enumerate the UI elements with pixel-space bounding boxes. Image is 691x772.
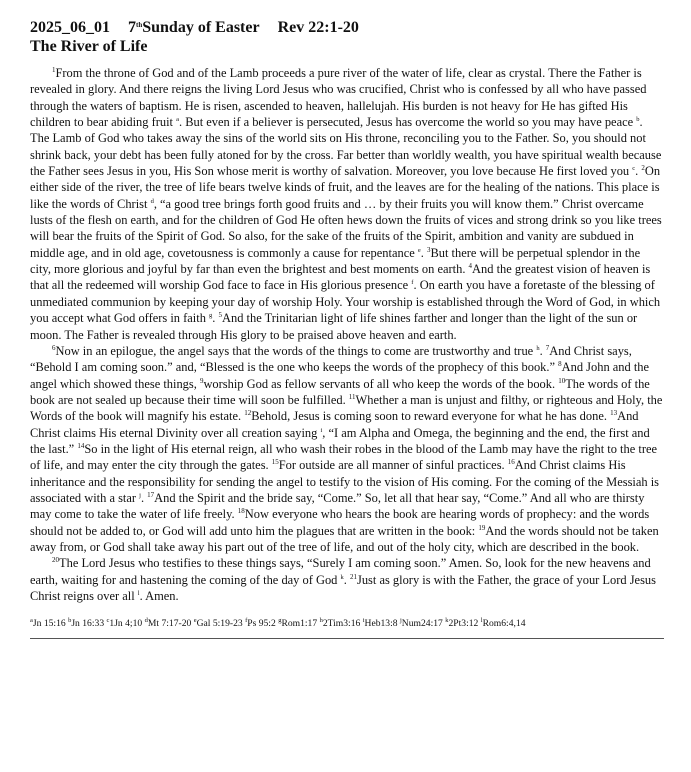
paragraph-text: , “I am Alpha and Omega, the beginning and the end, the first and the last.”	[30, 425, 650, 456]
verse-number: 7	[545, 343, 550, 352]
paragraph-text: .	[420, 245, 427, 260]
verse-number: 19	[478, 523, 486, 532]
footnote-marker: i	[362, 617, 365, 625]
footnote-marker: j	[139, 491, 141, 499]
footnote-reference: Mt 7:17-20	[147, 618, 194, 630]
footnote-marker: l	[137, 590, 140, 597]
paragraph-text: worship God as fellow servants of all who keep the words of the book.	[203, 376, 559, 391]
paragraph-text: .	[212, 311, 219, 326]
verse-number: 10	[558, 376, 566, 385]
sermon-title: The River of Life	[30, 38, 148, 55]
paragraph-text: . On earth you have a foretaste of the blessing of unmediated communion by keeping your day of worship Holy. Your worship is established through the Word of God, in which you accept what God offers in faith	[30, 278, 661, 326]
footnote-marker: c	[632, 165, 636, 173]
footnote-reference: 2Pt3:12	[448, 618, 481, 630]
paragraph-text: Just as glory is with the Father, the grace of your Lord Jesus Christ reigns over all	[30, 572, 656, 603]
footnote-reference: Jn 15:16	[32, 618, 69, 630]
verse-number: 21	[349, 572, 357, 581]
paragraph-text: , “a good tree brings forth good fruits and … by their fruits you will know them.” Christ overcame lusts of the flesh on earth, and for the children of God He often hews down the fruits of vices and strong drink so you like trees will bear the fruits of the Spirit of God. So also, for the sake of the fruits of the Spirit, ambition and vanity are subdued in middle age, and in old age, covetousness is commonly a cause for repentance	[30, 196, 662, 260]
verse-number: 17	[147, 490, 155, 499]
verse-number: 11	[348, 392, 356, 401]
footnote-reference: Num24:17	[401, 618, 446, 630]
footnote-marker: k	[445, 617, 449, 625]
paragraph	[30, 65, 664, 343]
verse-number: 16	[507, 458, 515, 467]
occasion-ordinal-suffix: th	[136, 21, 143, 29]
paragraph-text: . Amen.	[139, 589, 179, 603]
paragraph-text: For outside are all manner of sinful practices.	[278, 458, 508, 473]
footnote-marker: a	[30, 617, 33, 625]
liturgical-occasion	[128, 18, 260, 37]
paragraph-text: Now in an epilogue, the angel says that the words of the things to come are trustworthy and true	[55, 343, 537, 358]
document-page	[30, 18, 664, 639]
footnote-marker: g	[278, 617, 282, 625]
occasion-number: 7	[128, 19, 136, 36]
footnote-reference: 2Tim3:16	[322, 618, 363, 630]
footnote-marker: e	[193, 617, 197, 625]
footnote-marker: d	[150, 197, 154, 205]
verse-number: 3	[426, 245, 431, 254]
paragraph-text: And the Spirit and the bride say, “Come.” So, let all that hear say, “Come.” And all who are thirsty may come to take the water of life freely.	[30, 490, 645, 522]
footnotes-line	[30, 617, 664, 630]
paragraph-text: So in the light of His eternal reign, all who wash their robes in the blood of the Lamb may have the right to the tree of life, and may enter the city through the gates.	[30, 441, 657, 473]
paragraph-text: And the greatest vision of heaven is that all the redeemed will worship God face to face in His glorious presence	[30, 262, 651, 293]
verse-number: 2	[641, 164, 645, 173]
verse-number: 9	[199, 376, 204, 385]
footnote-reference: Ps 95:2	[247, 618, 279, 630]
paragraph-text: From the throne of God and of the Lamb proceeds a pure river of the water of life, clear as crystal. There the Father is revealed in glory. And there reigns the living Lord Jesus who was crucified, Christ who is confessed by all who have passed through the waters of baptism. He is risen, ascended to heaven, hallelujah. His burden is not heavy for He has gifted His children to bear abiding fruit	[30, 66, 647, 130]
verse-number: 12	[244, 409, 252, 418]
paragraph-text: Whether a man is unjust and filthy, or righteous and Holy, the Words of the book will magnify his estate.	[30, 392, 663, 424]
verse-number: 6	[52, 343, 56, 352]
sermon-header	[30, 18, 664, 37]
paragraph-text: .	[635, 164, 642, 179]
footer-divider	[30, 638, 664, 639]
footnote-marker: b	[636, 116, 640, 124]
sermon-date: 2025_06_01	[30, 19, 110, 36]
verse-number: 18	[237, 507, 245, 516]
footnote-marker: h	[536, 344, 540, 352]
scripture-reference: Rev 22:1-20	[277, 19, 359, 36]
footnote-marker: f	[411, 279, 414, 287]
footnote-marker: j	[399, 617, 402, 625]
paragraph-text: And the Trinitarian light of life shines farther and longer than the light of the sun or moon. The Father is revealed through His glory to be praised above heaven and earth.	[30, 311, 638, 342]
footnote-reference: Rom6:4,14	[482, 618, 526, 630]
footnote-marker: e	[417, 246, 421, 254]
footnote-marker: g	[209, 312, 213, 320]
footnote-reference: Gal 5:19-23	[196, 618, 246, 630]
verse-number: 1	[52, 66, 56, 74]
paragraph-text: Now everyone who hears the book are hearing words of prophecy: and the words should not be added to, or God will add unto him the plagues that are written in the book:	[30, 507, 650, 538]
paragraph-text: And Christ says, “Behold I am coming soon.” and, “Blessed is the one who keeps the words of the prophecy of this book.”	[30, 343, 632, 375]
paragraph-text: On either side of the river, the tree of life bears twelve kinds of fruit, and the leaves are for the healing of the nations. This place is like the words of Christ	[30, 164, 661, 211]
footnote-reference: 1Jn 4;10	[109, 618, 145, 630]
verse-number: 8	[558, 360, 562, 369]
paragraph-text: . The Lamb of God who takes away the sins of the world sits on His throne, reconciling you to the Father. So, you should not shrink back, your debt has been fully atoned for by the cross. Far better than worldly wealth, you have spiritual wealth because the Father sees Jesus in you, His Son whose merit is worthy of salvation. Moreover, you love because He first loved you	[30, 115, 662, 179]
paragraph-text: Behold, Jesus is coming soon to reward everyone for what he has done.	[251, 409, 611, 424]
paragraph-text: . But even if a believer is persecuted, Jesus has overcome the world so you may have peace	[178, 115, 637, 130]
paragraph	[30, 343, 664, 555]
verse-number: 20	[52, 556, 59, 565]
paragraph-text: .	[539, 343, 546, 358]
occasion-name: Sunday of Easter	[142, 19, 260, 36]
verse-number: 5	[218, 311, 222, 320]
footnote-marker: h	[319, 617, 323, 625]
paragraph-text: .	[343, 572, 350, 587]
paragraph-text: The words of the book are not sealed up because their time will soon be fulfilled.	[30, 376, 650, 407]
footnote-marker: f	[245, 617, 248, 625]
footnote-marker: d	[144, 617, 148, 625]
footnote-marker: c	[106, 617, 110, 625]
verse-number: 13	[610, 409, 618, 418]
verse-number: 4	[468, 262, 473, 271]
verse-number: 15	[271, 458, 279, 467]
footnote-reference: Heb13:8	[364, 618, 400, 630]
paragraph	[30, 555, 664, 604]
paragraph-text: And the words should not be taken away from, or God shall take away his part out of the tree of life, and out of the holy city, which are described in the book.	[30, 523, 659, 554]
footnote-marker: b	[68, 617, 72, 625]
paragraph-text: The Lord Jesus who testifies to these things says, “Surely I am coming soon.” Amen. So, look for the new heavens and earth, waiting for and hastening the coming of the day of God	[30, 556, 651, 587]
paragraph-text: And John and the angel which showed these things,	[30, 360, 650, 391]
footnote-marker: a	[176, 116, 179, 124]
footnote-reference: Rom1:17	[281, 618, 320, 630]
paragraph-text: But there will be perpetual splendor in the city, more glorious and joyful by far than even the brightest and best moments on earth.	[30, 245, 641, 277]
verse-number: 14	[77, 441, 85, 450]
footnote-marker: k	[340, 573, 344, 581]
sermon-body	[30, 65, 664, 604]
paragraph-text: .	[140, 490, 148, 505]
footnote-marker: i	[320, 426, 323, 434]
paragraph-text: And Christ claims His eternal Divinity over all creation saying	[30, 409, 639, 440]
footnote-reference: Jn 16:33	[71, 618, 107, 630]
footnote-marker: l	[480, 617, 483, 625]
paragraph-text: And Christ claims His inheritance and the responsibility for sending the angel to testify to the vision of His coming. For the coming of the Messiah is associated with a star	[30, 458, 660, 505]
